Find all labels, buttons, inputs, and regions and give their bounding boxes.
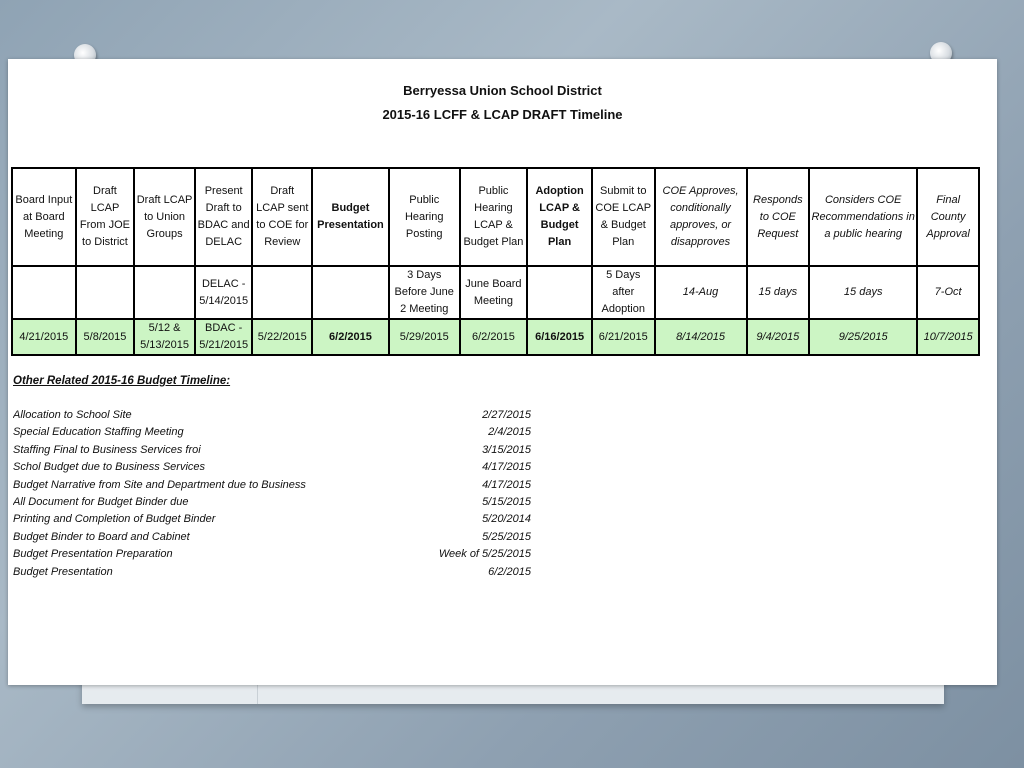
related-item-label: Special Education Staffing Meeting bbox=[13, 426, 184, 439]
related-item-date: 2/4/2015 bbox=[488, 426, 531, 439]
timeline-table bbox=[11, 167, 980, 356]
timeline-date-cell: 9/25/2015 bbox=[809, 319, 917, 355]
document-page bbox=[8, 59, 997, 685]
timeline-note-cell: 14-Aug bbox=[655, 266, 747, 319]
timeline-header-cell: Public Hearing LCAP & Budget Plan bbox=[460, 168, 528, 266]
related-item-label: Budget Presentation bbox=[13, 565, 113, 578]
timeline-header-cell: Board Input at Board Meeting bbox=[12, 168, 76, 266]
timeline-date-row bbox=[12, 319, 979, 355]
timeline-header-cell: Budget Presentation bbox=[312, 168, 389, 266]
timeline-date-cell: 10/7/2015 bbox=[917, 319, 979, 355]
timeline-header-cell: Adoption LCAP & Budget Plan bbox=[527, 168, 592, 266]
timeline-note-cell: June Board Meeting bbox=[460, 266, 528, 319]
timeline-date-cell: 6/21/2015 bbox=[592, 319, 655, 355]
related-item-date: 6/2/2015 bbox=[488, 565, 531, 578]
timeline-header-cell: Draft LCAP sent to COE for Review bbox=[252, 168, 312, 266]
timeline-note-cell bbox=[312, 266, 389, 319]
related-item-label: Budget Binder to Board and Cabinet bbox=[13, 530, 190, 543]
related-item-label: Schol Budget due to Business Services bbox=[13, 461, 206, 474]
related-item-date: 2/27/2015 bbox=[482, 409, 531, 421]
timeline-header-cell: Final County Approval bbox=[917, 168, 979, 266]
timeline-note-cell: 5 Days after Adoption bbox=[592, 266, 655, 319]
related-item-label: All Document for Budget Binder due bbox=[13, 495, 189, 508]
related-item bbox=[13, 566, 573, 583]
district-title: Berryessa Union School District bbox=[403, 83, 602, 98]
timeline-date-cell: 9/4/2015 bbox=[747, 319, 810, 355]
related-item-date: 5/15/2015 bbox=[482, 495, 531, 508]
timeline-date-cell: 6/16/2015 bbox=[527, 319, 592, 355]
related-item-date: Week of 5/25/2015 bbox=[438, 548, 531, 561]
timeline-note-cell: 3 Days Before June 2 Meeting bbox=[389, 266, 460, 319]
timeline-header-cell: COE Approves, conditionally approves, or disapproves bbox=[655, 168, 747, 266]
timeline-note-cell: 7-Oct bbox=[917, 266, 979, 319]
related-item bbox=[13, 461, 573, 478]
timeline-note-row bbox=[12, 266, 979, 319]
related-item-label: Budget Narrative from Site and Department due to Business bbox=[13, 478, 306, 491]
related-timeline-list bbox=[13, 409, 573, 583]
related-item-label: Printing and Completion of Budget Binder bbox=[13, 513, 216, 526]
timeline-header-cell: Draft LCAP From JOE to District bbox=[76, 168, 135, 266]
related-item bbox=[13, 479, 573, 496]
timeline-header-row bbox=[12, 168, 979, 266]
timeline-header-cell: Draft LCAP to Union Groups bbox=[134, 168, 195, 266]
timeline-note-cell: DELAC - 5/14/2015 bbox=[195, 266, 253, 319]
related-item bbox=[13, 409, 573, 426]
timeline-header-cell: Submit to COE LCAP & Budget Plan bbox=[592, 168, 655, 266]
timeline-note-cell: 15 days bbox=[747, 266, 810, 319]
related-item-date: 4/17/2015 bbox=[482, 461, 531, 474]
timeline-date-cell: 6/2/2015 bbox=[312, 319, 389, 355]
related-item-label: Budget Presentation Preparation bbox=[13, 548, 173, 561]
related-item-date: 5/25/2015 bbox=[482, 530, 531, 543]
related-item bbox=[13, 513, 573, 530]
related-item-date: 5/20/2014 bbox=[482, 513, 531, 526]
related-item bbox=[13, 496, 573, 513]
related-item bbox=[13, 426, 573, 443]
related-item bbox=[13, 531, 573, 548]
timeline-note-cell bbox=[134, 266, 195, 319]
timeline-date-cell: 4/21/2015 bbox=[12, 319, 76, 355]
timeline-title: 2015-16 LCFF & LCAP DRAFT Timeline bbox=[382, 107, 623, 122]
related-item-label: Allocation to School Site bbox=[13, 409, 132, 421]
timeline-header-cell: Considers COE Recommendations in a public hearing bbox=[809, 168, 917, 266]
timeline-header-cell: Responds to COE Request bbox=[747, 168, 810, 266]
timeline-note-cell bbox=[12, 266, 76, 319]
timeline-date-cell: BDAC - 5/21/2015 bbox=[195, 319, 253, 355]
timeline-date-cell: 5/12 & 5/13/2015 bbox=[134, 319, 195, 355]
timeline-date-cell: 5/22/2015 bbox=[252, 319, 312, 355]
related-timeline-title: Other Related 2015-16 Budget Timeline: bbox=[13, 375, 231, 387]
related-item bbox=[13, 444, 573, 461]
timeline-note-cell: 15 days bbox=[809, 266, 917, 319]
timeline-note-cell bbox=[527, 266, 592, 319]
related-item-date: 3/15/2015 bbox=[482, 443, 531, 456]
related-item-label: Staffing Final to Business Services froi bbox=[13, 443, 201, 456]
timeline-note-cell bbox=[252, 266, 312, 319]
timeline-date-cell: 8/14/2015 bbox=[655, 319, 747, 355]
timeline-header-cell: Present Draft to BDAC and DELAC bbox=[195, 168, 253, 266]
timeline-date-cell: 5/29/2015 bbox=[389, 319, 460, 355]
timeline-header-cell: Public Hearing Posting bbox=[389, 168, 460, 266]
related-item bbox=[13, 548, 573, 565]
timeline-date-cell: 6/2/2015 bbox=[460, 319, 528, 355]
timeline-note-cell bbox=[76, 266, 135, 319]
timeline-date-cell: 5/8/2015 bbox=[76, 319, 135, 355]
related-item-date: 4/17/2015 bbox=[482, 478, 531, 491]
